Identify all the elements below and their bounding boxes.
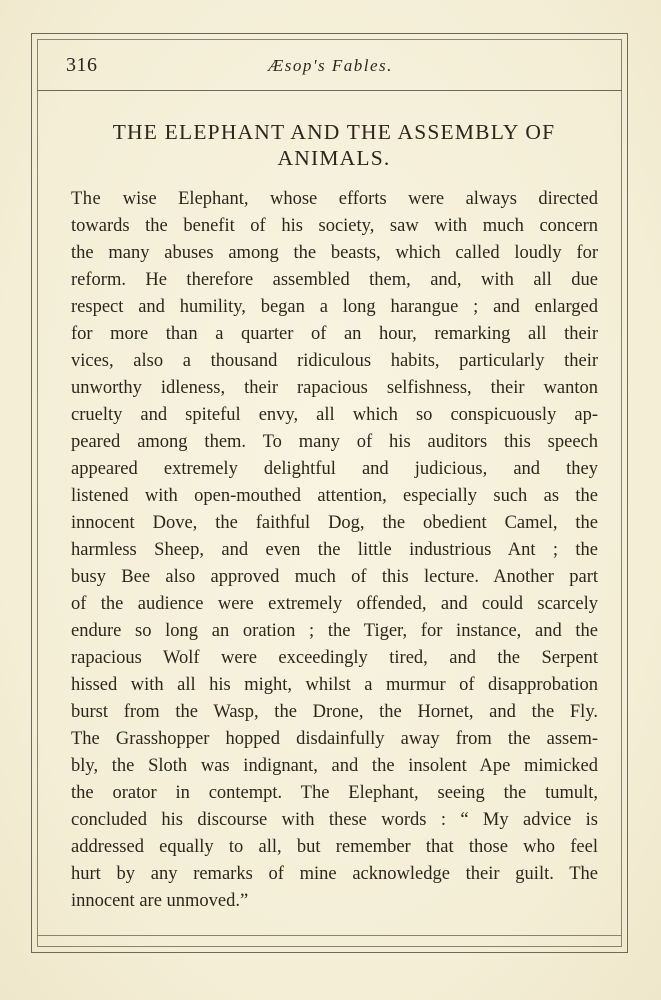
lead-word: The — [71, 189, 102, 209]
text-line: innocent Dove, the faithful Dog, the obedient Camel, the — [71, 513, 598, 533]
text-line: for more than a quarter of an hour, remarking all their — [71, 324, 598, 344]
text-line: endure so long an oration ; the Tiger, for instance, and the — [71, 621, 598, 641]
text-line: hurt by any remarks of mine acknowledge their guilt. The — [71, 864, 598, 884]
text-line: hissed with all his might, whilst a murmur of disapprobation — [71, 675, 598, 695]
text-line: reform. He therefore assembled them, and, with all due — [71, 270, 598, 290]
text-line: addressed equally to all, but remember that those who feel — [71, 837, 598, 857]
text-line: bly, the Sloth was indignant, and the insolent Ape mimicked — [71, 756, 598, 776]
text-line: the orator in contempt. The Elephant, seeing the tumult, — [71, 783, 598, 803]
text-line: appeared extremely delightful and judicious, and they — [71, 459, 598, 479]
running-title: Æsop's Fables. — [268, 56, 393, 75]
text-line: peared among them. To many of his auditors this speech — [71, 432, 598, 452]
text-line: listened with open-mouthed attention, especially such as the — [71, 486, 598, 506]
text-line: harmless Sheep, and even the little industrious Ant ; the — [71, 540, 598, 560]
text-line: the many abuses among the beasts, which called loudly for — [71, 243, 598, 263]
text-line: respect and humility, began a long harangue ; and enlarged — [71, 297, 598, 317]
text-line: concluded his discourse with these words : “ My advice is — [71, 810, 598, 830]
text-line: cruelty and spiteful envy, all which so conspicuously ap- — [71, 405, 598, 425]
text-line: towards the benefit of his society, saw with much concern — [71, 216, 598, 236]
text-line: The wise Elephant, whose efforts were always directed — [71, 189, 598, 209]
text-line: of the audience were extremely offended, and could scarcely — [71, 594, 598, 614]
page-number: 316 — [66, 54, 98, 76]
text-line: rapacious Wolf were exceedingly tired, and the Serpent — [71, 648, 598, 668]
text-line: unworthy idleness, their rapacious selfishness, their wanton — [71, 378, 598, 398]
fable-text — [71, 186, 598, 915]
footer-rule — [37, 935, 622, 936]
fable-title: THE ELEPHANT AND THE ASSEMBLY OF ANIMALS. — [112, 120, 556, 170]
header-rule — [37, 90, 622, 91]
text-line: vices, also a thousand ridiculous habits, particularly their — [71, 351, 598, 371]
text-line: The Grasshopper hopped disdainfully away from the assem- — [71, 729, 598, 749]
text-line: innocent are unmoved.” — [71, 891, 249, 911]
text-line: burst from the Wasp, the Drone, the Hornet, and the Fly. — [71, 702, 598, 722]
text-line: busy Bee also approved much of this lecture. Another part — [71, 567, 598, 587]
